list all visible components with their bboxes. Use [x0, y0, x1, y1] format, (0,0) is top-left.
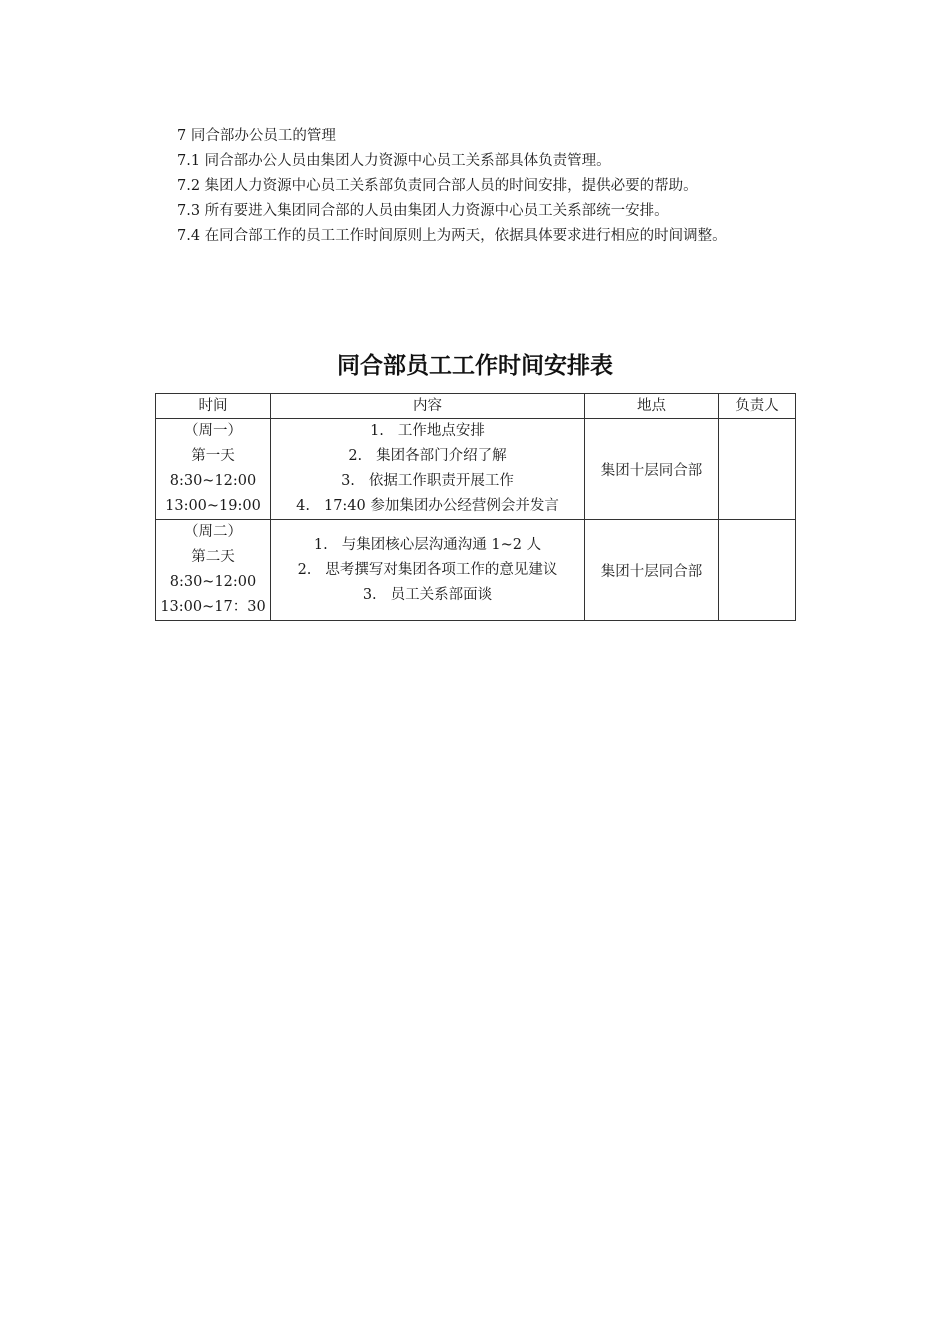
content-item-text: 工作地点安排 — [397, 423, 485, 439]
content-item-number: 4. — [296, 498, 310, 514]
content-item-number: 3. — [362, 586, 377, 603]
location-cell: 集团十层同合部 — [585, 419, 719, 520]
content-item — [271, 533, 584, 558]
header-time: 时间 — [156, 394, 271, 419]
header-owner: 负责人 — [719, 394, 796, 419]
content-item-text: 集团各部门介绍了解 — [376, 448, 507, 464]
content-item-number: 1. — [370, 423, 384, 439]
section-item: 7.4 在同合部工作的员工工作时间原则上为两天，依据具体要求进行相应的时间调整。 — [177, 228, 727, 244]
table-header-row — [156, 394, 796, 419]
content-item-number: 1. — [313, 536, 328, 553]
time-morning: 8:30~12:00 — [169, 473, 257, 489]
content-item — [271, 583, 584, 608]
content-item-number: 3. — [341, 473, 355, 489]
section-heading: 7 同合部办公员工的管理 — [177, 128, 336, 144]
time-afternoon: 13:00~17：30 — [160, 599, 266, 615]
time-day-number: 第一天 — [191, 448, 235, 464]
owner-cell — [719, 419, 796, 520]
time-afternoon: 13:00~19:00 — [165, 498, 261, 514]
content-item-text: 与集团核心层沟通沟通 1~2 人 — [341, 536, 542, 553]
section-item: 7.2 集团人力资源中心员工关系部负责同合部人员的时间安排，提供必要的帮助。 — [177, 178, 698, 194]
table-row — [156, 419, 796, 520]
time-cell — [156, 520, 271, 621]
header-location: 地点 — [585, 394, 719, 419]
location-cell: 集团十层同合部 — [585, 520, 719, 621]
content-cell — [271, 520, 585, 621]
content-cell — [271, 419, 585, 520]
owner-cell — [719, 520, 796, 621]
schedule-table — [155, 393, 796, 621]
section-item: 7.1 同合部办公人员由集团人力资源中心员工关系部具体负责管理。 — [177, 153, 611, 169]
time-day-number: 第二天 — [191, 549, 235, 565]
table-title: 同合部员工工作时间安排表 — [337, 353, 613, 379]
content-item-text: 17:40 参加集团办公经营例会并发言 — [323, 498, 559, 514]
content-item — [271, 419, 584, 444]
content-item — [271, 558, 584, 583]
time-day-label: （周二） — [184, 524, 242, 540]
content-item — [271, 444, 584, 469]
time-morning: 8:30~12:00 — [169, 574, 257, 590]
content-item-text: 思考撰写对集团各项工作的意见建议 — [325, 561, 558, 578]
content-item — [271, 494, 584, 519]
header-content: 内容 — [271, 394, 585, 419]
content-item-text: 员工关系部面谈 — [390, 586, 493, 603]
content-item — [271, 469, 584, 494]
content-item-number: 2. — [348, 448, 363, 464]
management-section — [177, 124, 877, 249]
content-item-text: 依据工作职责开展工作 — [368, 473, 514, 489]
table-row — [156, 520, 796, 621]
section-item: 7.3 所有要进入集团同合部的人员由集团人力资源中心员工关系部统一安排。 — [177, 203, 669, 219]
time-day-label: （周一） — [184, 423, 242, 439]
content-item-number: 2. — [297, 561, 312, 578]
time-cell — [156, 419, 271, 520]
